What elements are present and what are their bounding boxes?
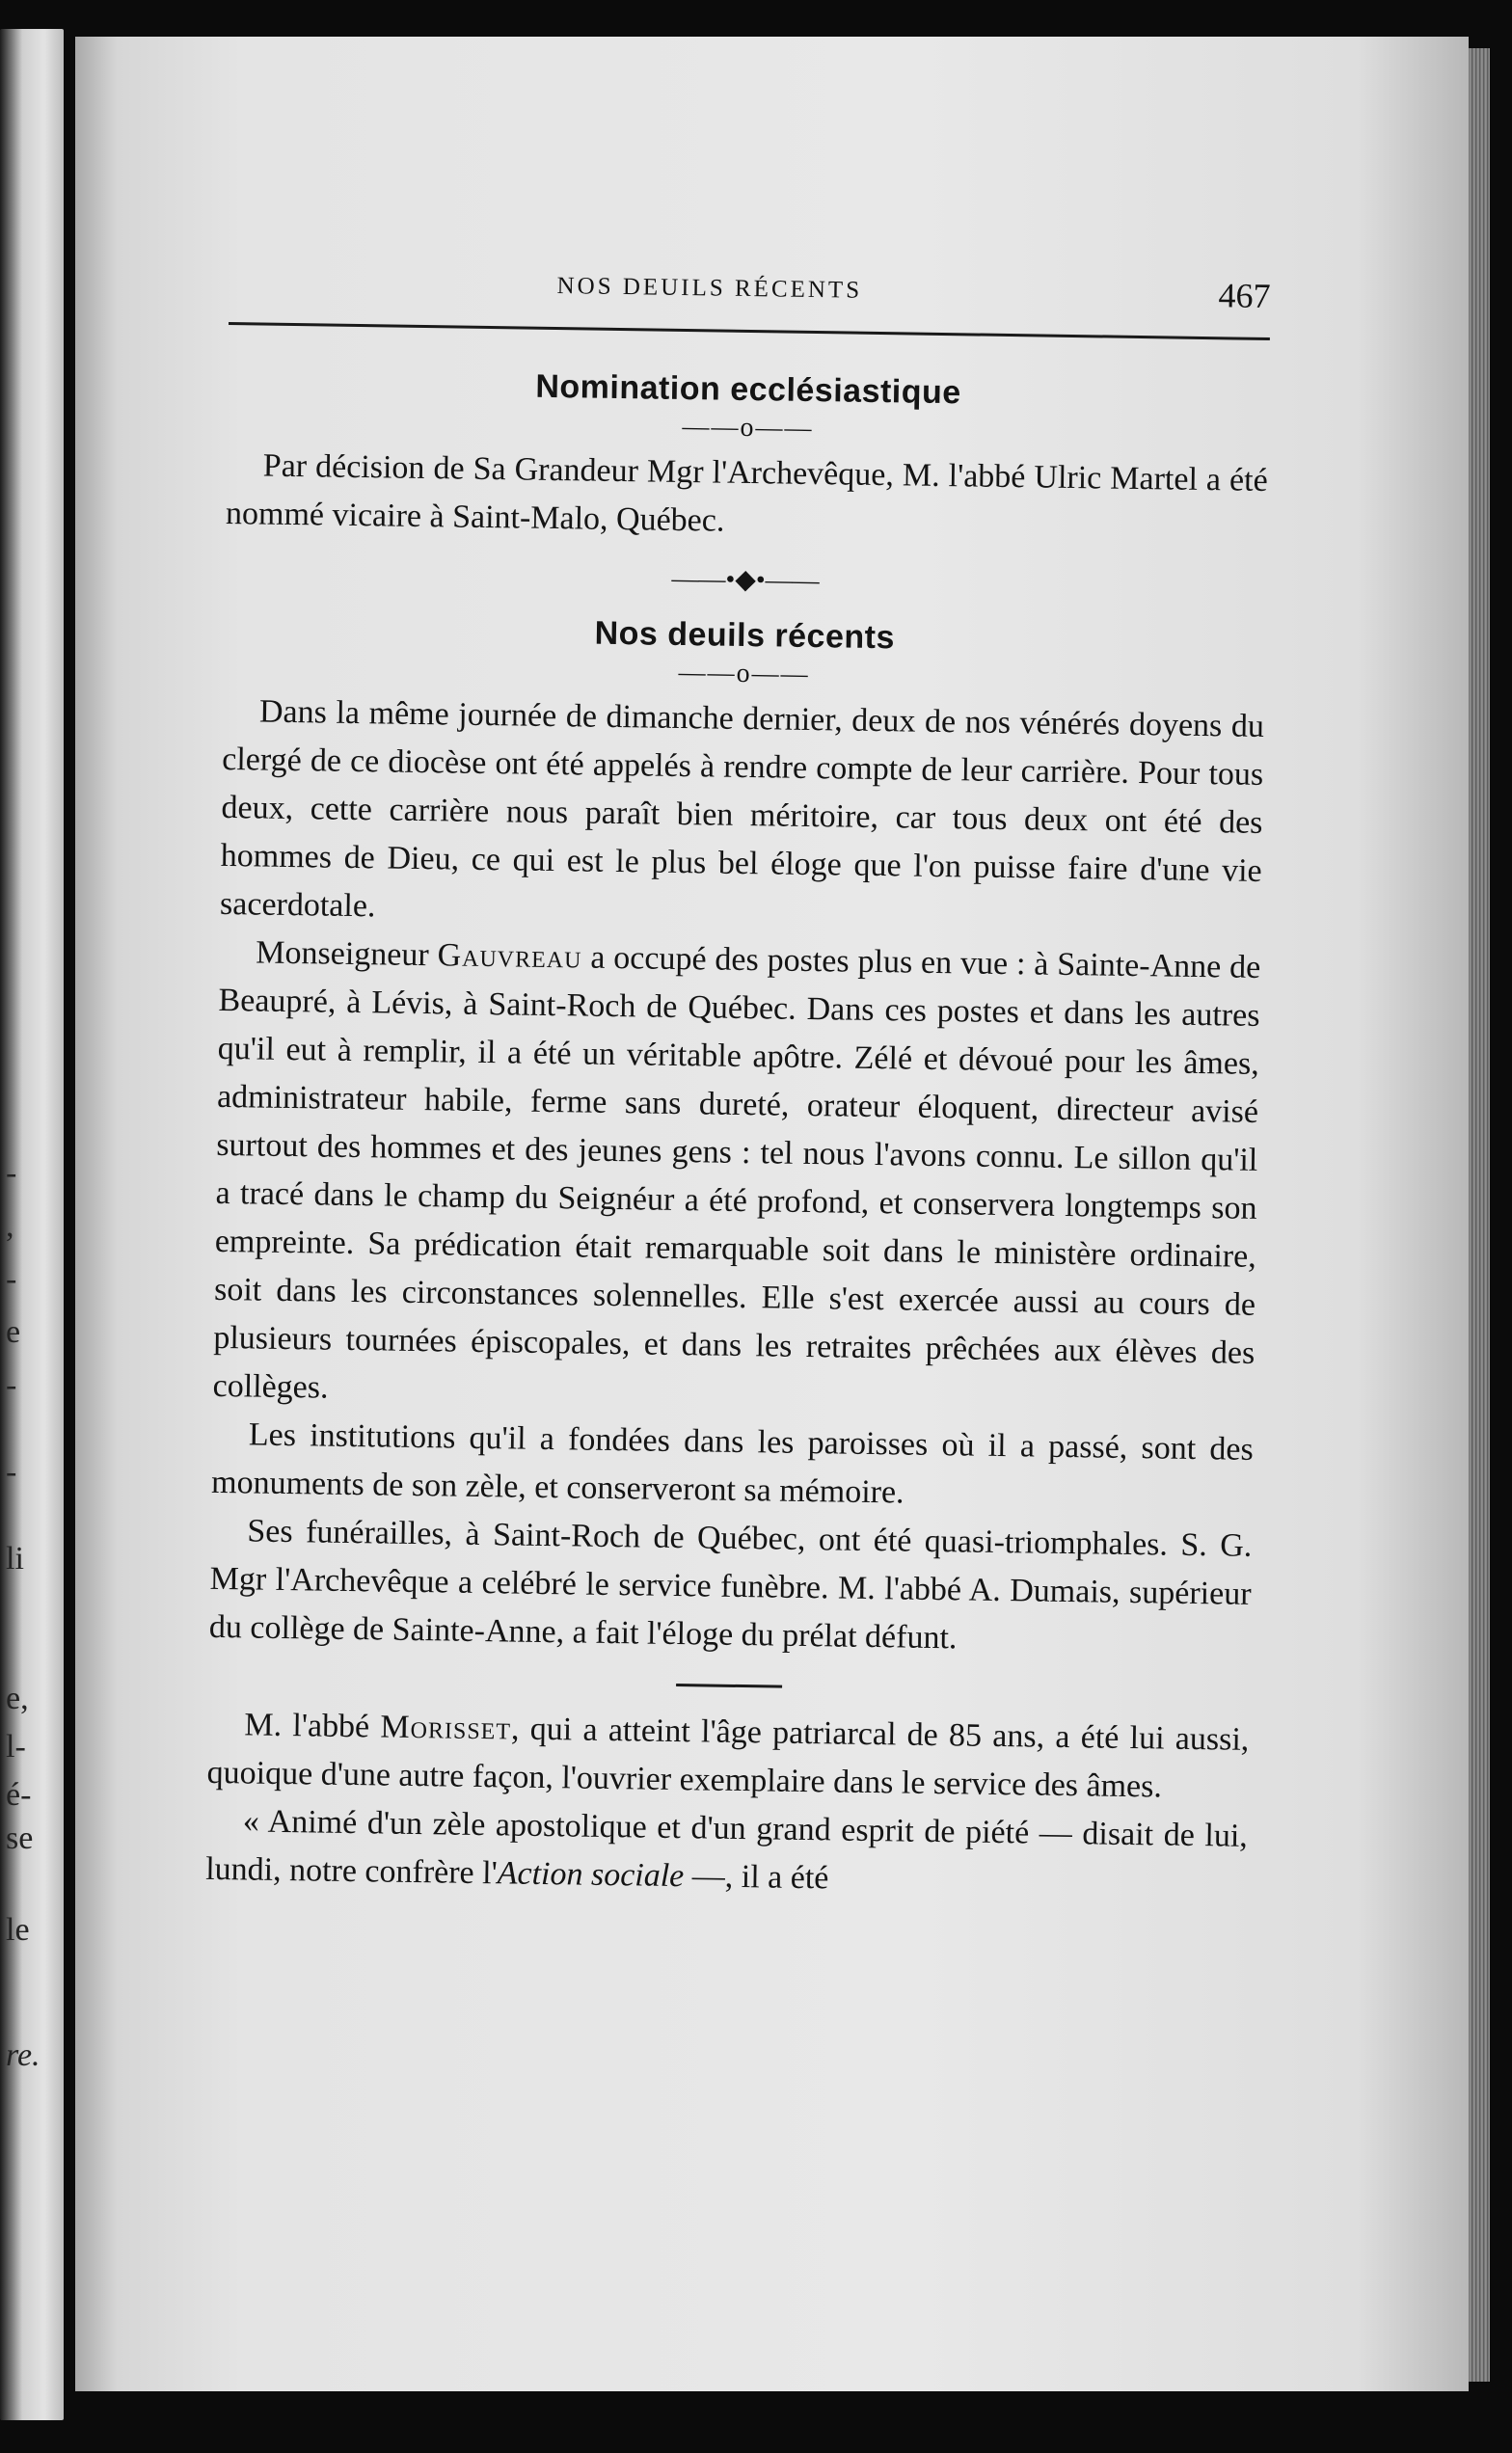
- paragraph: [206, 1701, 1249, 1813]
- text-run: M. l'abbé: [244, 1707, 381, 1745]
- section-heading-nomination: Nomination ecclésiastique: [535, 367, 962, 412]
- text-run: « Animé d'un zèle apostolique et d'un grand esprit de piété — disait de lui, lundi, notre confrère l': [204, 1803, 1249, 1892]
- paragraph: Les institutions qu'il a fondées dans les paroisses où il a passé, sont des monuments de son zèle, et conserveront sa mémoire.: [210, 1416, 1255, 1511]
- text-run: , qui a atteint l'âge patriarcal de 85 ans, a été lui aussi, quoique d'une autre façon, l'ouvrier exemplaire dans le service des âmes.: [206, 1711, 1250, 1805]
- text-run: —, il a été: [684, 1858, 829, 1897]
- section-separator: ——o——: [682, 411, 814, 444]
- short-rule: [676, 1684, 782, 1688]
- page-content: [205, 258, 1271, 1909]
- left-fragment: l-: [6, 1729, 26, 1765]
- left-fragment: se: [6, 1820, 34, 1856]
- page-number: 467: [1218, 276, 1271, 316]
- ornament-separator: ——•◆•——: [671, 563, 820, 597]
- section-separator: ——o——: [678, 657, 810, 689]
- text-run: Monseigneur: [256, 934, 438, 974]
- left-fragment: le: [6, 1912, 30, 1948]
- left-fragment: é-: [6, 1777, 32, 1813]
- publication-title: Action sociale: [497, 1855, 685, 1895]
- text-run: a occupé des postes plus en vue : à Sainte-Anne de Beaupré, à Lévis, à Saint-Roch de Québec. Dans ces postes et dans les autres qu'il eut à remplir, il a été un véritable apôtre. Zélé et dévoué pour les âmes, administrateur habile, ferme sans dureté, orateur éloquent, directeur avisé surtout des hommes et des jeunes gens : tel nous l'avons connu. Le sillon qu'il a tracé dans le champ du Seignéur a été profond, et conservera longtemps son empreinte. Sa prédication était remarquable soit dans le ministère ordinaire, soit dans les circonstances solennelles. Elle s'est exercée aussi au cours de plusieurs tournées épiscopales, et dans les retraites prêchées aux élèves des collèges.: [212, 939, 1261, 1406]
- section-heading-deuils: Nos deuils récents: [594, 614, 896, 657]
- book-page: [75, 37, 1469, 2391]
- paragraph: [205, 1797, 1248, 1909]
- paragraph: Dans la même journée de dimanche dernier, deux de nos vénérés doyens du clergé de ce diocèse ont été appelés à rendre compte de leur carrière. Pour tous deux, cette carrière nous paraît bien méritoire, car tous deux ont été des hommes de Dieu, ce qui est le plus bel éloge que l'on puisse faire d'une vie sacerdotale.: [219, 693, 1265, 925]
- left-page-edge: [0, 29, 64, 2420]
- person-name: Morisset: [380, 1709, 512, 1747]
- left-fragment: e: [6, 1314, 21, 1350]
- left-fragment: -: [6, 1261, 17, 1297]
- right-page-edges: [1469, 48, 1490, 2382]
- left-fragment: -: [6, 1367, 17, 1403]
- running-head: [229, 258, 1271, 332]
- running-head-title: NOS DEUILS RÉCENTS: [556, 273, 863, 304]
- nomination-paragraph: Par décision de Sa Grandeur Mgr l'Archevêque, M. l'abbé Ulric Martel a été nommé vicaire à Saint-Malo, Québec.: [225, 447, 1268, 539]
- left-fragment: li: [6, 1541, 24, 1577]
- left-fragment: -: [6, 1454, 17, 1490]
- left-fragment: re.: [6, 2037, 40, 2073]
- left-fragment: e,: [6, 1681, 29, 1716]
- paragraph: [212, 929, 1260, 1426]
- paragraph: Ses funérailles, à Saint-Roch de Québec, ont été quasi-triomphales. S. G. Mgr l'Archevêque a celébré le service funèbre. M. l'abbé A. Dumais, supérieur du collège de Sainte-Anne, a fait l'éloge du prélat défunt.: [208, 1513, 1253, 1657]
- left-fragment: -: [6, 1155, 17, 1191]
- person-name: Gauvreau: [437, 937, 582, 976]
- left-fragment: ,: [6, 1208, 14, 1244]
